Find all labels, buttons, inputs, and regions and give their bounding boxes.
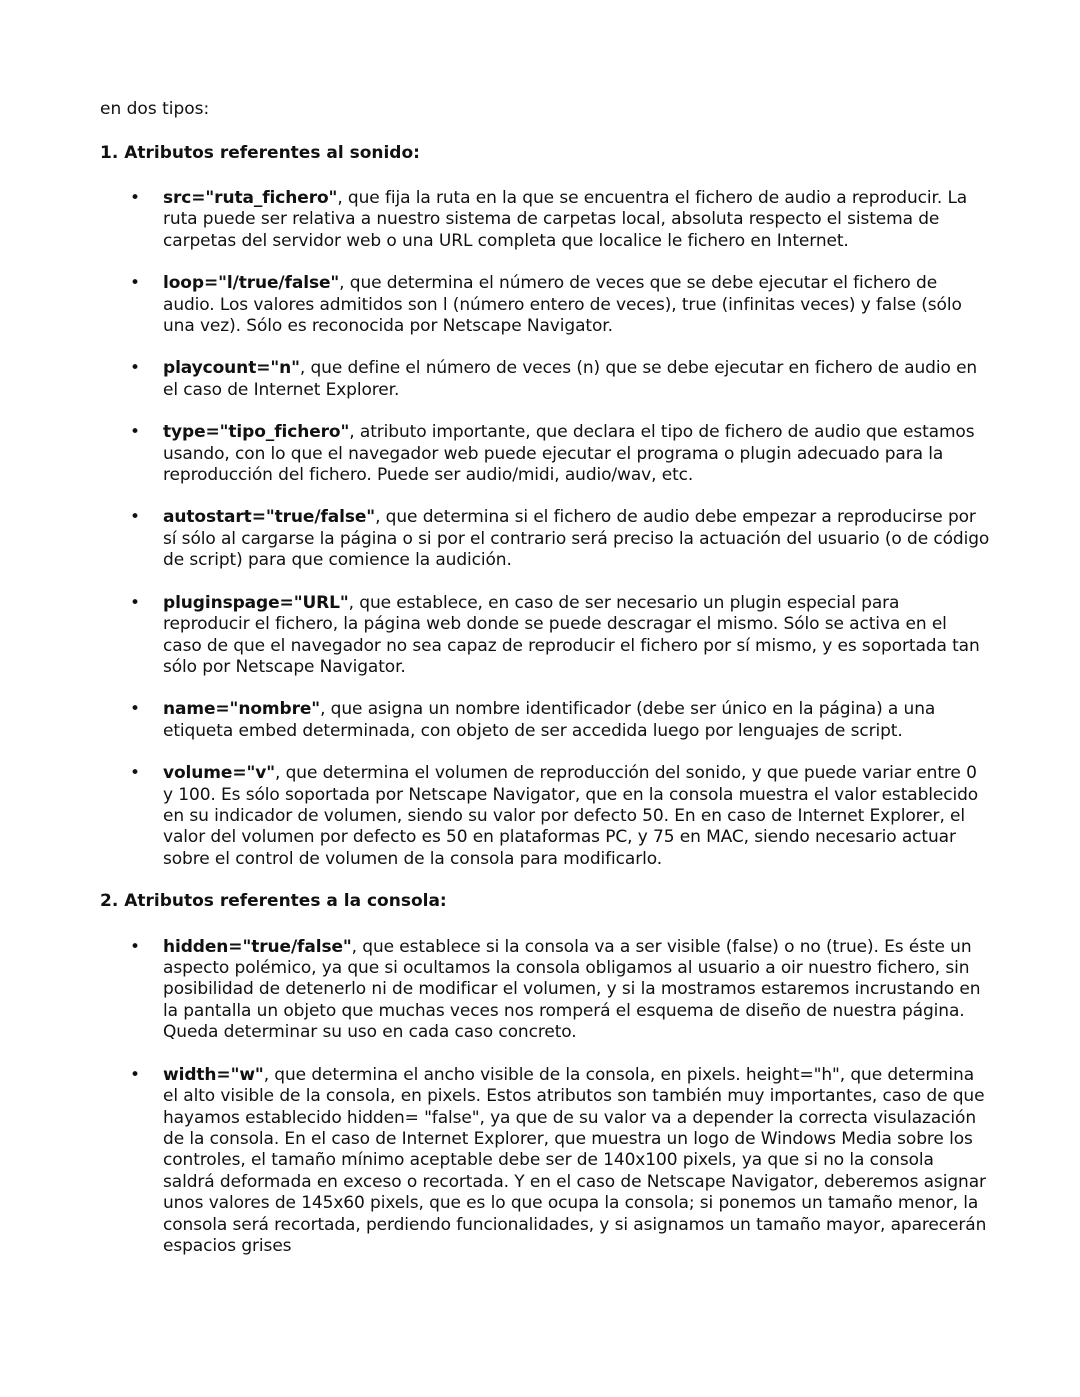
attribute-description: , que define el número de veces (n) que se debe ejecutar en fichero de audio en el caso de Internet Explorer. xyxy=(163,358,978,400)
bullet-icon: • xyxy=(130,273,140,294)
bullet-icon: • xyxy=(130,188,140,208)
attribute-name: autostart="true/false" xyxy=(163,507,376,528)
attribute-name: loop="l/true/false" xyxy=(163,273,340,294)
attribute-description: , que determina el ancho visible de la consola, en pixels. height="h", que determina el alto visible de la consola, en pixels. Estos atributos son también muy importantes, caso de que hayamos establecido hidden= "false", ya que de su valor va a depender la correcta visulazación de la consola. En el caso de Internet Explorer, que muestra un logo de Windows Media sobre los controles, el tamaño mínimo aceptable debe ser de 140x100 pixels, ya que si no la consola saldrá deformada en exceso o recortada. Y en el caso de Netscape Navigator, deberemos asignar unos valores de 145x60 pixels, que es lo que ocupa la consola; si ponemos un tamaño menor, la consola será recortada, perdiendo funcionalidades, y si asignamos un tamaño mayor, aparecerán espacios grises xyxy=(163,1064,987,1256)
bullet-icon: • xyxy=(130,507,140,528)
attribute-description: , atributo importante, que declara el tipo de fichero de audio que estamos usando, con lo que el navegador web puede ejecutar el programa o plugin adecuado para la reproducción del fichero. Puede ser audio/midi, audio/wav, etc. xyxy=(163,422,975,486)
bullet-icon: • xyxy=(130,1064,140,1085)
attribute-name: playcount="n" xyxy=(163,358,300,379)
bullet-icon: • xyxy=(130,763,140,784)
attribute-name: type="tipo_fichero" xyxy=(163,422,350,443)
bullet-icon: • xyxy=(130,936,140,957)
section-heading-console: 2. Atributos referentes a la consola: xyxy=(100,891,447,912)
attribute-name: hidden="true/false" xyxy=(163,936,352,957)
attribute-description: , que establece, en caso de ser necesario un plugin especial para reproducir el fichero, la página web donde se puede descragar el mismo. Sólo se activa en el caso de que el navegador no sea capaz de reproducir el fichero por sí mismo, y es soportada tan sólo por Netscape Navigator. xyxy=(163,592,980,677)
list-item xyxy=(100,507,990,571)
intro-text: en dos tipos: xyxy=(100,99,210,119)
bullet-icon: • xyxy=(130,422,140,443)
document-page xyxy=(100,99,990,1278)
list-item xyxy=(100,937,990,1044)
section-heading-sound: 1. Atributos referentes al sonido: xyxy=(100,142,420,163)
bullet-icon: • xyxy=(130,699,140,720)
attribute-description: , que determina el número de veces que se debe ejecutar el fichero de audio. Los valores admitidos son l (número entero de veces), true (infinitas veces) y false (sólo una vez). Sólo es reconocida por Netscape Navigator. xyxy=(163,273,962,337)
console-attributes-list xyxy=(100,937,990,1258)
list-item xyxy=(100,593,990,679)
list-item xyxy=(100,422,990,486)
attribute-name: src="ruta_fichero" xyxy=(163,188,338,208)
attribute-description: , que determina el volumen de reproducción del sonido, y que puede variar entre 0 y 100. Es sólo soportada por Netscape Navigator, que en la consola muestra el valor establecido en su indicador de volumen, siendo su valor por defecto 50. En en caso de Internet Explorer, el valor del volumen por defecto es 50 en plataformas PC, y 75 en MAC, siendo necesario actuar sobre el control de volumen de la consola para modificarlo. xyxy=(163,763,979,869)
attribute-description: , que establece si la consola va a ser visible (false) o no (true). Es éste un aspecto polémico, ya que si ocultamos la consola obligamos al usuario a oir nuestro fichero, sin posibilidad de detenerlo ni de modificar el volumen, y si la mostramos estaremos incrustando en la pantalla un objeto que muchas veces nos romperá el esquema de diseño de nuestra página. Queda determinar su uso en cada caso concreto. xyxy=(163,936,981,1043)
attribute-description: , que determina si el fichero de audio debe empezar a reproducirse por sí sólo al cargarse la página o si por el contrario será preciso la actuación del usuario (o de código de script) para que comience la audición. xyxy=(163,507,990,571)
list-item xyxy=(100,358,990,401)
attribute-name: name="nombre" xyxy=(163,699,321,720)
list-item xyxy=(100,699,990,742)
attribute-description: , que fija la ruta en la que se encuentra el fichero de audio a reproducir. La ruta puede ser relativa a nuestro sistema de carpetas local, absoluta respecto el sistema de carpetas del servidor web o una URL completa que localice le fichero en Internet. xyxy=(163,188,968,251)
attribute-name: volume="v" xyxy=(163,763,275,784)
attribute-name: pluginspage="URL" xyxy=(163,592,349,613)
attribute-description: , que asigna un nombre identificador (debe ser único en la página) a una etiqueta embed determinada, con objeto de ser accedida luego por lenguajes de script. xyxy=(163,699,936,741)
bullet-icon: • xyxy=(130,358,140,379)
list-item xyxy=(100,273,990,337)
attribute-name: width="w" xyxy=(163,1064,264,1085)
list-item xyxy=(100,188,990,252)
bullet-icon: • xyxy=(130,592,140,613)
list-item xyxy=(100,1065,990,1258)
sound-attributes-list xyxy=(100,188,990,870)
list-item xyxy=(100,763,990,870)
